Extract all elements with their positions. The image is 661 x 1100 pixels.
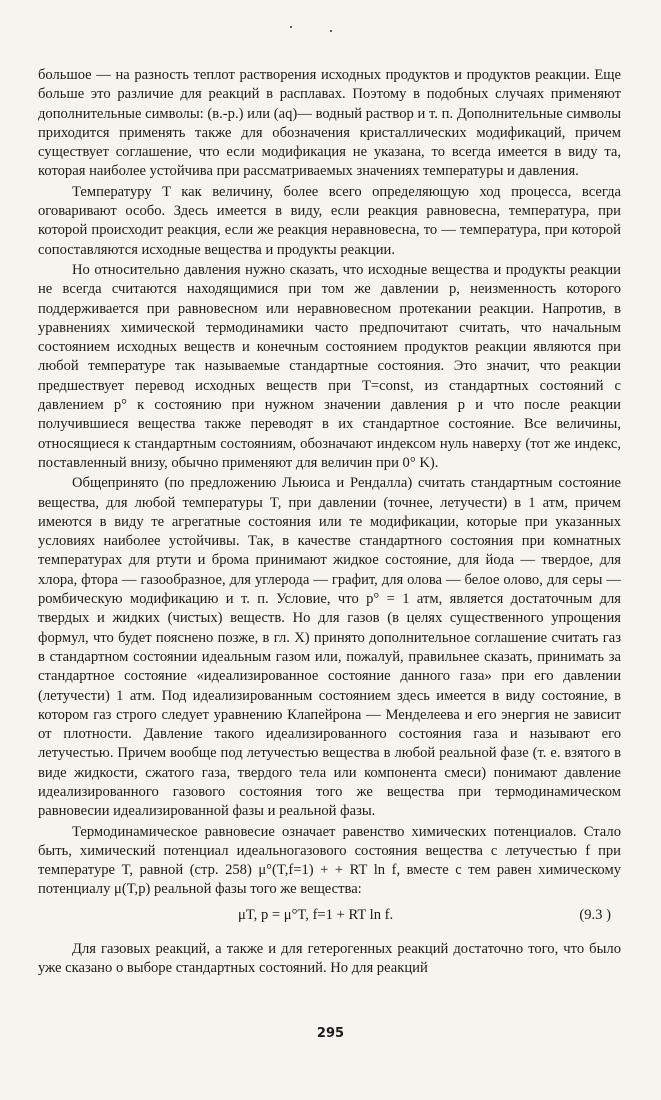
print-speck	[290, 26, 292, 28]
paragraph-4: Общепринято (по предложению Льюиса и Рендалла) считать стандартным состояние вещества, для любой температуры T, при давлении (точнее, летучести) в 1 атм, причем имеются в виду те агрегатные состояния или те модификации, которые при указанных условиях наиболее устойчивы. Так, в качестве стандартного состояния при комнатных температурах для ртути и брома принимают жидкое состояние, для йода — твердое, для хлора, фтора — газообразное, для углерода — графит, для олова — белое олово, для серы — ромбическую модификацию и т. п. Условие, что p° = 1 атм, является достаточным для твердых и жидких (чистых) веществ. Но для газов (в целях существенного упрощения формул, что будет пояснено позже, в гл. X) принято дополнительное соглашение считать газ в стандартном состоянии идеальным газом или, пожалуй, правильнее сказать, принимать за стандартное состояние «идеализированное состояние данного газа» при его давлении (летучести) 1 атм. Под идеализированным состоянием здесь имеется в виду состояние, в котором газ строго следует уравнению Клапейрона — Менделеева и его энергия не зависит от плотности. Давление такого идеализированного состояния газа и называют его летучестью. Причем вообще под летучестью вещества в любой реальной фазе (т. е. взятого в виде жидкости, сжатого газа, твердого тела или компонента смеси) понимают давление идеализированного газового состояния того же вещества при термодинамическом равновесии идеализированной фазы и реальной фазы.	[38, 475, 621, 820]
paragraph-5: Термодинамическое равновесие означает равенство химических потенциалов. Стало быть, химический потенциал идеальногазового состояния вещества с летучестью f при температуре T, равной (стр. 258) μ°(T,f=1) + + RT ln f, вместе с тем равен химическому потенциалу μ(T,p) реальной фазы того же вещества:	[38, 823, 621, 898]
body-text	[38, 66, 621, 978]
paragraph-1: большое — на разность теплот растворения исходных продуктов и продуктов реакции. Еще больше это различие для реакций в расплавах. Поэтому в подобных случаях применяют дополнительные символы: (в.-р.) или (aq)— водный раствор и т. п. Дополнительные символы приходится применять также для обозначения кристаллических модификаций, причем существует соглашение, что если модификация не указана, то всегда имеется в виду та, которая наиболее устойчива при рассматриваемых значениях температуры и давления.	[38, 67, 621, 180]
print-speck	[330, 30, 332, 32]
equation-number: (9.3 )	[579, 906, 611, 923]
paragraph-3: Но относительно давления нужно сказать, что исходные вещества и продукты реакции не всегда считаются находящимися при том же давлении p, неизменность которого поддерживается при равновесном или неравновесном протекании реакции. Напротив, в уравнениях химической термодинамики часто предпочитают считать, что начальным состоянием исходных веществ и конечным состоянием продуктов реакции являются при любой температуре так называемые стандартные состояния. Это значит, что реакции предшествует перевод исходных веществ при T=const, из стандартных состояний с давлением p° к состоянию при нужном значении давления p и что после реакции получившиеся вещества также переводят в их стандартное состояние. Все величины, относящиеся к стандартным состояниям, обозначают индексом нуль наверху (тот же индекс, поставленный внизу, обычно применяют для величин при 0° K).	[38, 261, 621, 471]
equation: μT, p = μ°T, f=1 + RT ln f.	[238, 906, 394, 923]
page-number: 295	[316, 1026, 345, 1041]
paragraph-2: Температуру T как величину, более всего определяющую ход процесса, всегда оговаривают особо. Здесь имеется в виду, если реакция равновесна, температура, при которой происходит реакция, если же реакция неравновесна, то — температура, при которой сопоставляются исходные вещества и продукты реакции.	[38, 183, 621, 258]
paragraph-6: Для газовых реакций, а также и для гетерогенных реакций достаточно того, что было уже сказано о выборе стандартных состояний. Но для реакций	[38, 940, 621, 977]
equation-block	[38, 902, 621, 932]
